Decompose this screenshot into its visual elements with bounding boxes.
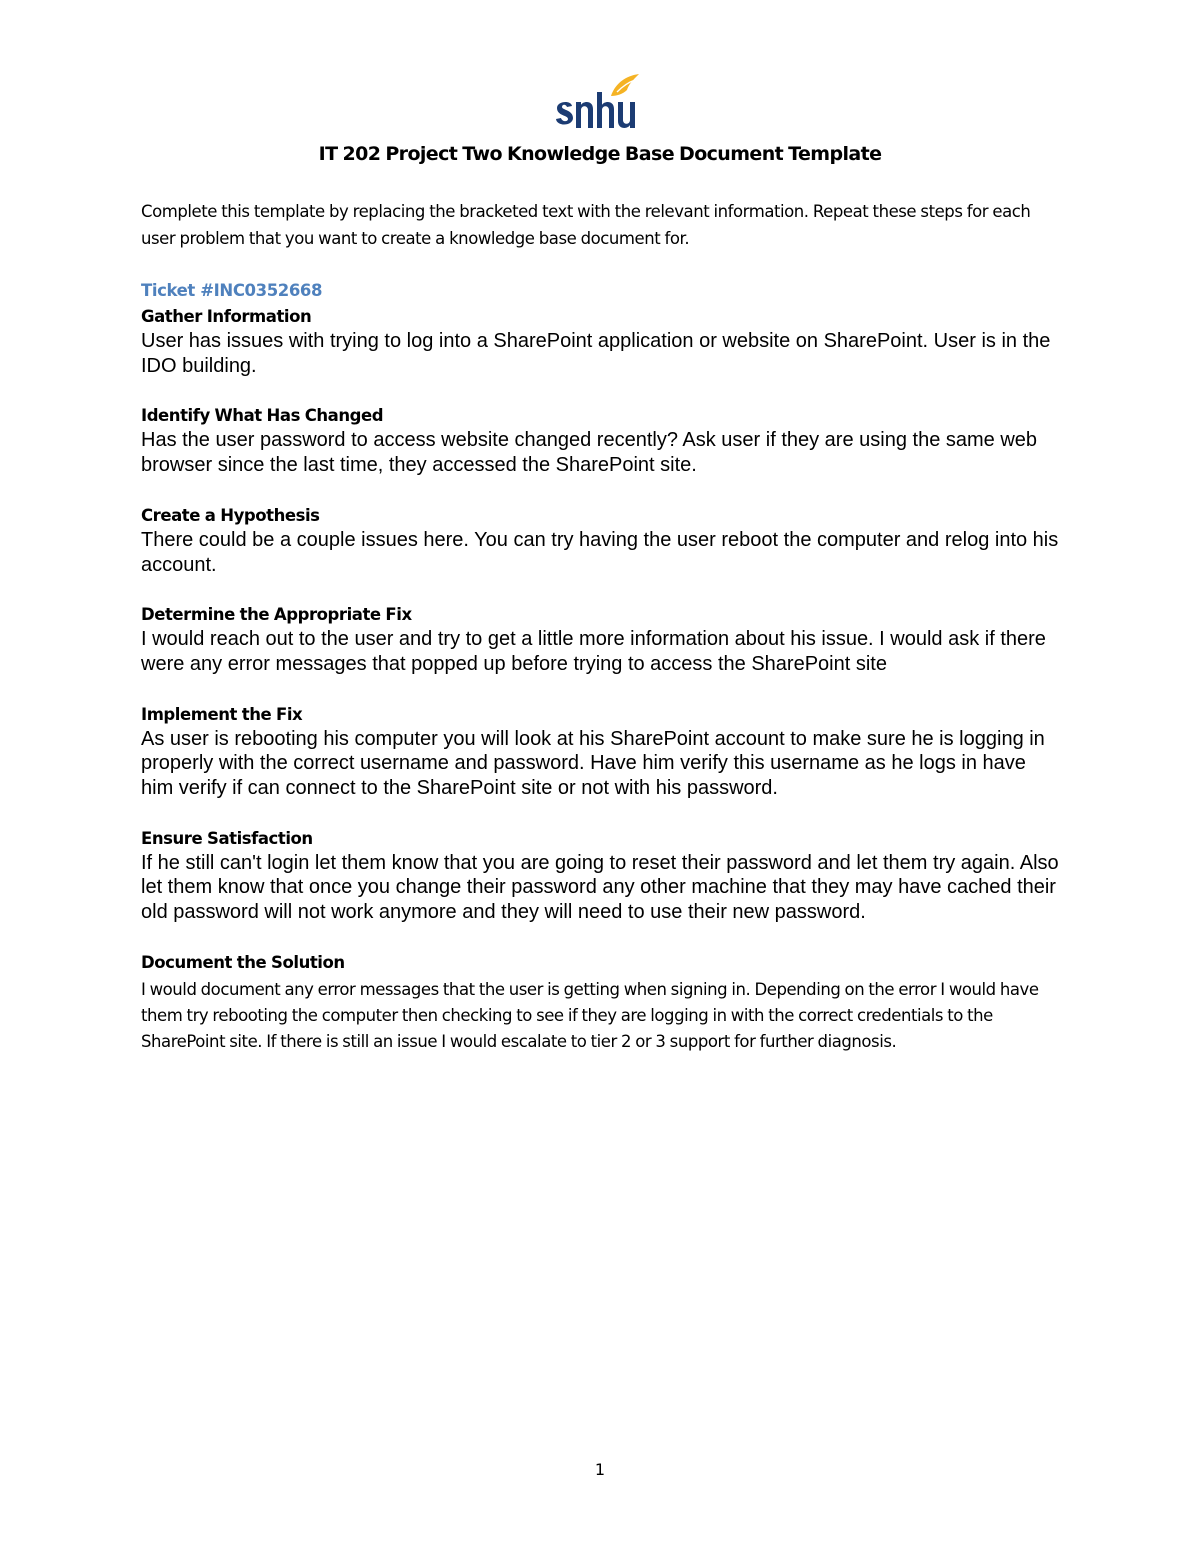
- section-body: I would document any error messages that the user is getting when signing in. Depending on the error I would have them try rebooting the computer then checking to see if they are logging in with the correct credentials to the SharePoint site. If there is still an issue I would escalate to tier 2 or 3 support for further diagnosis.: [141, 979, 1039, 1052]
- section-heading: Implement the Fix: [141, 704, 303, 724]
- section-body: Has the user password to access website changed recently? Ask user if they are using the same web browser since the last time, they accessed the SharePoint site.: [141, 429, 1038, 477]
- section-body: There could be a couple issues here. You can try having the user reboot the computer and relog into his account.: [141, 528, 1059, 576]
- section-gather-information: [141, 304, 1061, 378]
- section-body: If he still can't login let them know that you are going to reset their password and let them try again. Also let them know that once you change their password any other machine that they may have cached their old password will not work anymore and they will need to use their new password.: [141, 851, 1059, 924]
- section-heading: Gather Information: [141, 307, 312, 326]
- section-heading: Ensure Satisfaction: [141, 828, 313, 848]
- snhu-logo-graphic: [553, 70, 645, 134]
- section-identify-what-has-changed: [141, 403, 1061, 477]
- section-body: As user is rebooting his computer you will look at his SharePoint account to make sure he is logging in properly with the correct username and password. Have him verify this username as he logs in have him verify if can connect to the SharePoint site or not with his password.: [141, 727, 1045, 800]
- document-title: IT 202 Project Two Knowledge Base Document Template: [318, 143, 882, 165]
- document-body: [141, 198, 1061, 1080]
- section-determine-fix: [141, 602, 1061, 676]
- section-body: User has issues with trying to log into a SharePoint application or website on SharePoint. User is in the IDO building.: [141, 330, 1051, 377]
- section-create-hypothesis: [141, 503, 1061, 577]
- section-heading: Identify What Has Changed: [141, 406, 384, 426]
- section-heading: Create a Hypothesis: [141, 505, 320, 525]
- intro-paragraph: Complete this template by replacing the bracketed text with the relevant information. Repeat these steps for each user problem that you want to create a knowledge base document for.: [141, 202, 1031, 248]
- section-implement-fix: [141, 702, 1061, 801]
- snhu-logo: [553, 70, 645, 134]
- page-number: 1: [594, 1460, 606, 1479]
- section-body: I would reach out to the user and try to get a little more information about his issue. I would ask if there were any error messages that popped up before trying to access the SharePoint site: [141, 628, 1046, 675]
- section-heading: Document the Solution: [141, 952, 345, 972]
- section-ensure-satisfaction: [141, 826, 1061, 925]
- ticket-number: Ticket #INC0352668: [141, 281, 323, 300]
- section-heading: Determine the Appropriate Fix: [141, 605, 412, 625]
- section-document-solution: [141, 950, 1061, 1056]
